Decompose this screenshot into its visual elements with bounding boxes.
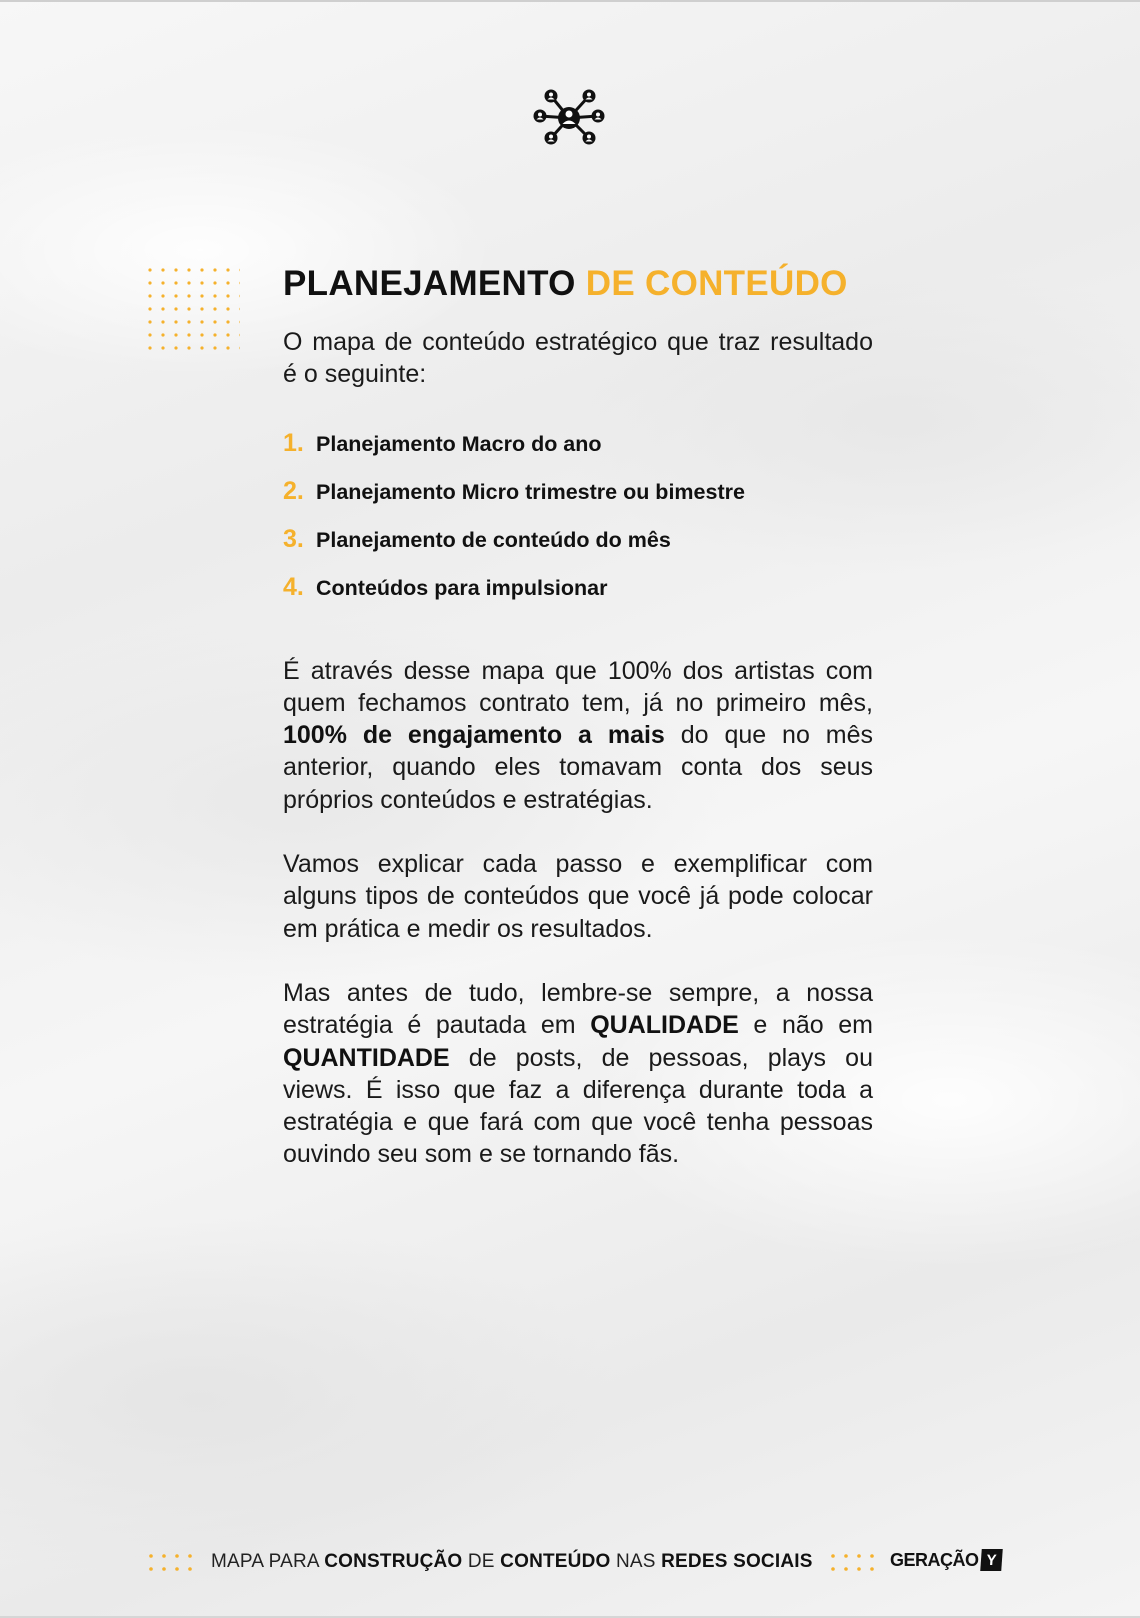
page-title: [283, 262, 873, 306]
footer-bold-3: REDES SOCIAIS: [661, 1551, 813, 1572]
footer-text-3: NAS: [610, 1551, 662, 1572]
step-number: 3.: [283, 524, 304, 553]
footer-bold-2: CONTEÚDO: [500, 1551, 611, 1572]
engagement-highlight: 100% de engajamento a mais: [283, 721, 665, 750]
footer-dots-right: [830, 1552, 876, 1574]
quality-highlight: QUALIDADE: [590, 1011, 739, 1040]
step-label: Planejamento de conteúdo do mês: [316, 527, 671, 552]
footer-title: [211, 1551, 813, 1573]
top-border: [0, 0, 1140, 2]
title-accent: DE CONTEÚDO: [585, 264, 848, 303]
results-paragraph: [283, 655, 873, 816]
list-item: [283, 477, 873, 525]
main-content: [283, 262, 873, 1171]
step-label: Conteúdos para impulsionar: [316, 575, 608, 600]
step-number: 4.: [283, 572, 304, 601]
step-label: Planejamento Macro do ano: [316, 431, 602, 456]
footer-dots-left: [148, 1552, 194, 1574]
decorative-dots-grid: [148, 268, 240, 350]
step-label: Planejamento Micro trimestre ou bimestre: [316, 479, 745, 504]
list-item: [283, 573, 873, 621]
step-number: 1.: [283, 428, 304, 457]
quantity-highlight: QUANTIDADE: [283, 1043, 450, 1072]
brand-mark-icon: Y: [980, 1549, 1003, 1571]
brand-logo: [890, 1549, 1002, 1571]
footer-text-2: DE: [462, 1551, 501, 1572]
quality-text-3: de posts, de pessoas, plays ou views. É isso que faz a diferença durante toda a estratégia e que fará com que você tenha pessoas ouvindo seu som e se tornando fãs.: [283, 1043, 873, 1169]
footer-text-1: MAPA PARA: [211, 1551, 325, 1572]
footer: [148, 1548, 998, 1578]
results-text-end: do que no mês anterior, quando eles tomavam conta dos seus próprios conteúdos e estratégias.: [283, 721, 874, 814]
quality-paragraph: [283, 977, 873, 1171]
steps-list: [283, 429, 873, 621]
network-icon: [532, 86, 606, 150]
step-number: 2.: [283, 476, 304, 505]
footer-bold-1: CONSTRUÇÃO: [324, 1551, 463, 1572]
explain-paragraph: Vamos explicar cada passo e exemplificar com alguns tipos de conteúdos que você já pode colocar em prática e medir os resultados.: [283, 850, 873, 943]
brand-text: GERAÇÃO: [890, 1549, 979, 1570]
intro-paragraph: O mapa de conteúdo estratégico que traz resultado é o seguinte:: [283, 328, 873, 389]
list-item: [283, 525, 873, 573]
quality-text-1: Mas antes de tudo, lembre-se sempre, a nossa estratégia é pautada em: [283, 978, 873, 1040]
list-item: [283, 429, 873, 477]
results-text: É através desse mapa que 100% dos artistas com quem fechamos contrato tem, já no primeiro mês,: [283, 656, 873, 717]
quality-text-2: e não em: [738, 1011, 873, 1040]
title-main: PLANEJAMENTO: [283, 264, 576, 303]
